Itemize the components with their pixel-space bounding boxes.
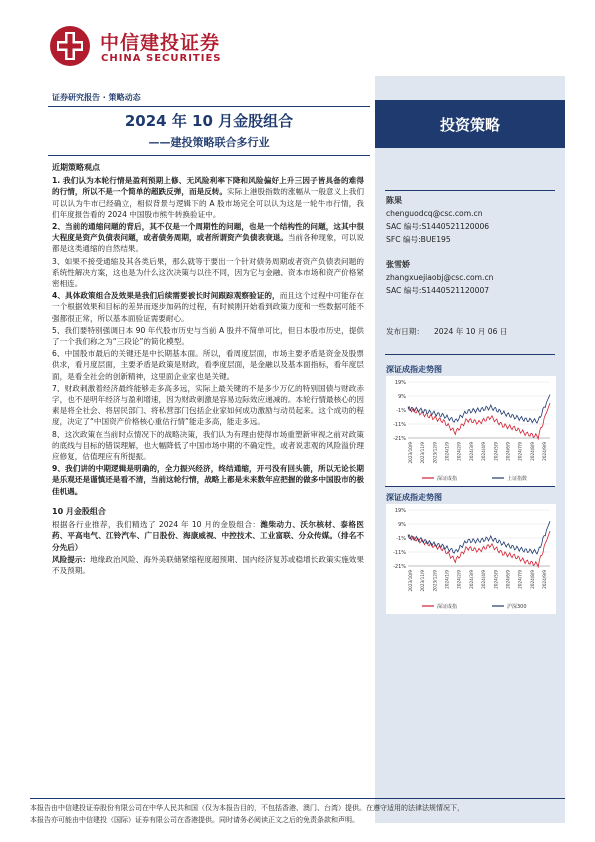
portfolio-paragraph	[52, 519, 364, 553]
chart-2	[386, 504, 556, 614]
paragraph-bold: 2、当前的通缩问题的背后，其不仅是一个周期性的问题，也是一个结构性的问题，这其中很大程度是资产负债表问题，或者债务周期，或者所谓资产负债表衰退。	[52, 222, 364, 243]
sidebar-divider	[385, 486, 555, 487]
paragraph-list	[52, 175, 364, 497]
y-tick-label: 9%	[398, 394, 406, 400]
x-tick-label: 2024/2/9	[456, 570, 462, 589]
paragraph	[52, 348, 364, 382]
x-tick-label: 2024/9/9	[542, 442, 547, 461]
risk-label: 风险提示：	[52, 554, 91, 564]
chart-2-svg	[386, 504, 556, 614]
x-tick-label: 2023/12/9	[432, 442, 438, 464]
paragraph-bold: 9、我们讲的中期逻辑是明确的，全力振兴经济，终结通缩，开弓没有回头箭，所以无论长期是乐观还是谨慎还是看不清，当前这轮行情，战略上都是未来数年应把握的做多中国股市的极佳机遇。	[52, 464, 364, 496]
footer-line-2: 本报告亦可能由中信建投（国际）证券有限公司在香港提供。同时请务必阅读正文之后的免责条款和声明。	[30, 816, 359, 824]
x-tick-label: 2024/7/9	[517, 442, 523, 461]
footer-disclaimer	[30, 802, 570, 826]
risk-paragraph	[52, 554, 364, 576]
footer-divider	[30, 798, 565, 799]
paragraph-text: 6、中国股市最后的关键还是中长期基本面。所以，看周度层面，市场主要矛盾是资金及股票供求，看月度层面，主要矛盾是政策是财政，看季度层面，是金融以及基本面指标，看年度层面，是看全社会的创新精神，这里面企业家也是关键。	[52, 349, 364, 381]
series-line	[408, 531, 550, 567]
y-tick-label: -11%	[393, 550, 406, 556]
chart-1	[386, 376, 556, 486]
author-email: chenguodcq@csc.com.cn	[386, 209, 483, 218]
legend-label: 深证成指	[437, 476, 458, 482]
paragraph-text: 7、财政刺激着经济最终能够走多高多远，实际上最关键的不是多少万亿的特别国债与财政赤字，也不是明年经济与盈利增速，因为财政刺激是容易边际效应递减的。本轮行情最核心的因素是将全社会、将居民部门、将私营部门包括企业家如何成功激励与动员起来。这个成功的程度，决定了“中国资产价格核心重估行情”能走多高，能走多远。	[52, 383, 364, 427]
x-tick-label: 2024/4/9	[481, 442, 487, 461]
legend-label: 沪深300	[507, 604, 527, 610]
paragraph	[52, 175, 364, 220]
report-subtitle: ——建投策略联合多行业	[148, 136, 270, 149]
x-tick-label: 2024/6/9	[505, 442, 511, 461]
author-sfc: SFC 编号:BUE195	[386, 235, 451, 244]
x-tick-label: 2024/7/9	[517, 570, 523, 589]
chart-title-2: 深证成指走势图	[386, 493, 442, 502]
publish-date-value: 2024 年 10 月 06 日	[433, 327, 508, 336]
author-sac: SAC 编号:S1440521120006	[386, 222, 490, 231]
portfolio-intro: 根据各行业推荐，我们精选了 2024 年 10 月的金股组合：	[52, 520, 261, 530]
paragraph	[52, 221, 364, 255]
author-block-2	[386, 258, 493, 297]
paragraph	[52, 429, 364, 463]
y-tick-label: -1%	[396, 408, 406, 414]
x-tick-label: 2023/10/9	[408, 570, 413, 592]
x-tick-label: 2024/8/9	[529, 442, 535, 461]
legend-label: 深证成指	[437, 604, 458, 610]
report-type: 证券研究报告 · 策略动态	[52, 93, 141, 102]
risk-text: 地缘政治风险、海外美联储紧缩程度超预期、国内经济复苏或稳增长政策实施效果不及预期。	[52, 554, 365, 575]
x-tick-label: 2024/5/9	[493, 570, 499, 589]
paragraph-text: 实际上港股指数的涨幅从一般意义上我们可以认为牛市已经确立，相似背景与逻辑下的 A 股市场完全可以认为这是一轮牛市行情，我们年度报告看的 2024 中国股市熊牛转换验证中。	[52, 187, 364, 219]
paragraph-bold: 1. 我们认为本轮行情是盈利预期上修、无风险利率下降和风险偏好上升三因子皆具备的难得的行情，所以不是一个简单的超跌反弹，而是反转。	[52, 176, 364, 197]
x-tick-label: 2024/5/9	[493, 442, 499, 461]
report-body	[52, 162, 364, 577]
y-tick-label: -1%	[396, 536, 406, 542]
paragraph	[52, 383, 364, 428]
citic-logo-icon	[48, 24, 92, 68]
paragraph-text: 5、我们要特别强调日本 90 年代股市历史与当前 A 股并不简单可比，但日本股市历史，提供了一个我们称之为“三段论”的简化模型。	[52, 325, 364, 347]
paragraph-text: 8、这次政策在当前时点情况下的战略决策，我们认为有理由使得市场重塑新审视之前对政策的底线与目标的错误理解，也大幅降低了中国市场中期的不确定性，或者说悲观的风险溢价理应修复，估值理应有所提振。	[52, 429, 364, 462]
brand-logo	[48, 24, 248, 72]
paragraph	[52, 463, 364, 497]
publish-date	[386, 326, 507, 337]
author-name: 张雪娇	[386, 260, 410, 269]
y-tick-label: -21%	[393, 436, 406, 442]
author-sac: SAC 编号:S1440521120007	[386, 286, 490, 295]
x-tick-label: 2023/10/9	[408, 442, 413, 464]
brand-name-cn: 中信建投证券	[100, 32, 221, 54]
brand-name-en: CHINA SECURITIES	[101, 53, 222, 64]
paragraph	[52, 256, 364, 290]
author-block-1	[386, 194, 489, 246]
paragraph	[52, 325, 364, 347]
x-tick-label: 2024/1/9	[444, 442, 450, 461]
series-line	[408, 395, 550, 424]
x-tick-label: 2024/6/9	[505, 570, 511, 589]
sidebar-banner-text: 投资策略	[439, 116, 500, 134]
paragraph-text: 而且这个过程中可能存在一个根据效果和目标的差异而逐步加码的过程，有时候刚开始看到政策力度和一些数据可能不强都很正常，所以基本面验证需要耐心。	[52, 291, 365, 323]
portfolio-list: 潍柴动力、沃尔核材、泰格医药、平高电气、江铃汽车、广日股份、海康威视、中控技术、工业富联、分众传媒。（排名不分先后）	[52, 520, 364, 552]
chart-1-svg	[386, 376, 556, 486]
chart-title-1: 深证成指走势图	[386, 365, 442, 374]
y-tick-label: -11%	[393, 422, 406, 428]
legend-label: 上证指数	[507, 476, 528, 482]
section-heading-portfolio: 10 月金股组合	[52, 506, 106, 516]
header-divider	[48, 106, 370, 107]
y-tick-label: 9%	[398, 522, 406, 528]
paragraph-text: 3、如果不接受通缩及其各类后果，那么就等于要出一个针对债务周期或者资产负债表问题的系统性解决方案，这也是为什么这次决策与以往不同，因为它与金融、资本市场和资产价格紧密相连。	[52, 256, 364, 289]
author-name: 陈果	[386, 196, 402, 205]
paragraph-text: 当前各种现象，可以说都是这类通缩的自然结果。	[52, 233, 365, 254]
paragraph	[52, 290, 364, 324]
y-tick-label: -21%	[393, 564, 406, 570]
x-tick-label: 2023/12/9	[432, 570, 438, 592]
x-tick-label: 2023/11/9	[420, 442, 426, 464]
paragraph-bold: 4、具体政策组合及效果是我们后续需要被长时间跟踪观察验证的，	[52, 291, 280, 301]
footer-line-1: 本报告由中信建投证券股份有限公司在中华人民共和国（仅为本报告目的，不包括香港、澳门、台湾）提供。在遵守适用的法律法规情况下，	[30, 804, 464, 812]
x-tick-label: 2024/8/9	[529, 570, 535, 589]
sidebar-divider	[385, 354, 555, 355]
author-email: zhangxuejiaobj@csc.com.cn	[386, 273, 494, 282]
x-tick-label: 2024/4/9	[481, 570, 487, 589]
x-tick-label: 2024/3/9	[468, 570, 474, 589]
publish-date-label: 发布日期：	[386, 327, 424, 336]
x-tick-label: 2024/1/9	[444, 570, 450, 589]
x-tick-label: 2024/2/9	[456, 442, 462, 461]
y-tick-label: 19%	[394, 380, 406, 386]
x-tick-label: 2024/9/9	[542, 570, 547, 589]
y-tick-label: 19%	[394, 508, 406, 514]
title-divider	[48, 155, 370, 156]
x-tick-label: 2024/3/9	[468, 442, 474, 461]
report-title: 2024 年 10 月金股组合	[124, 112, 294, 130]
sidebar-divider	[385, 190, 555, 191]
section-heading-views: 近期策略观点	[52, 163, 100, 172]
x-tick-label: 2023/11/9	[420, 570, 426, 592]
